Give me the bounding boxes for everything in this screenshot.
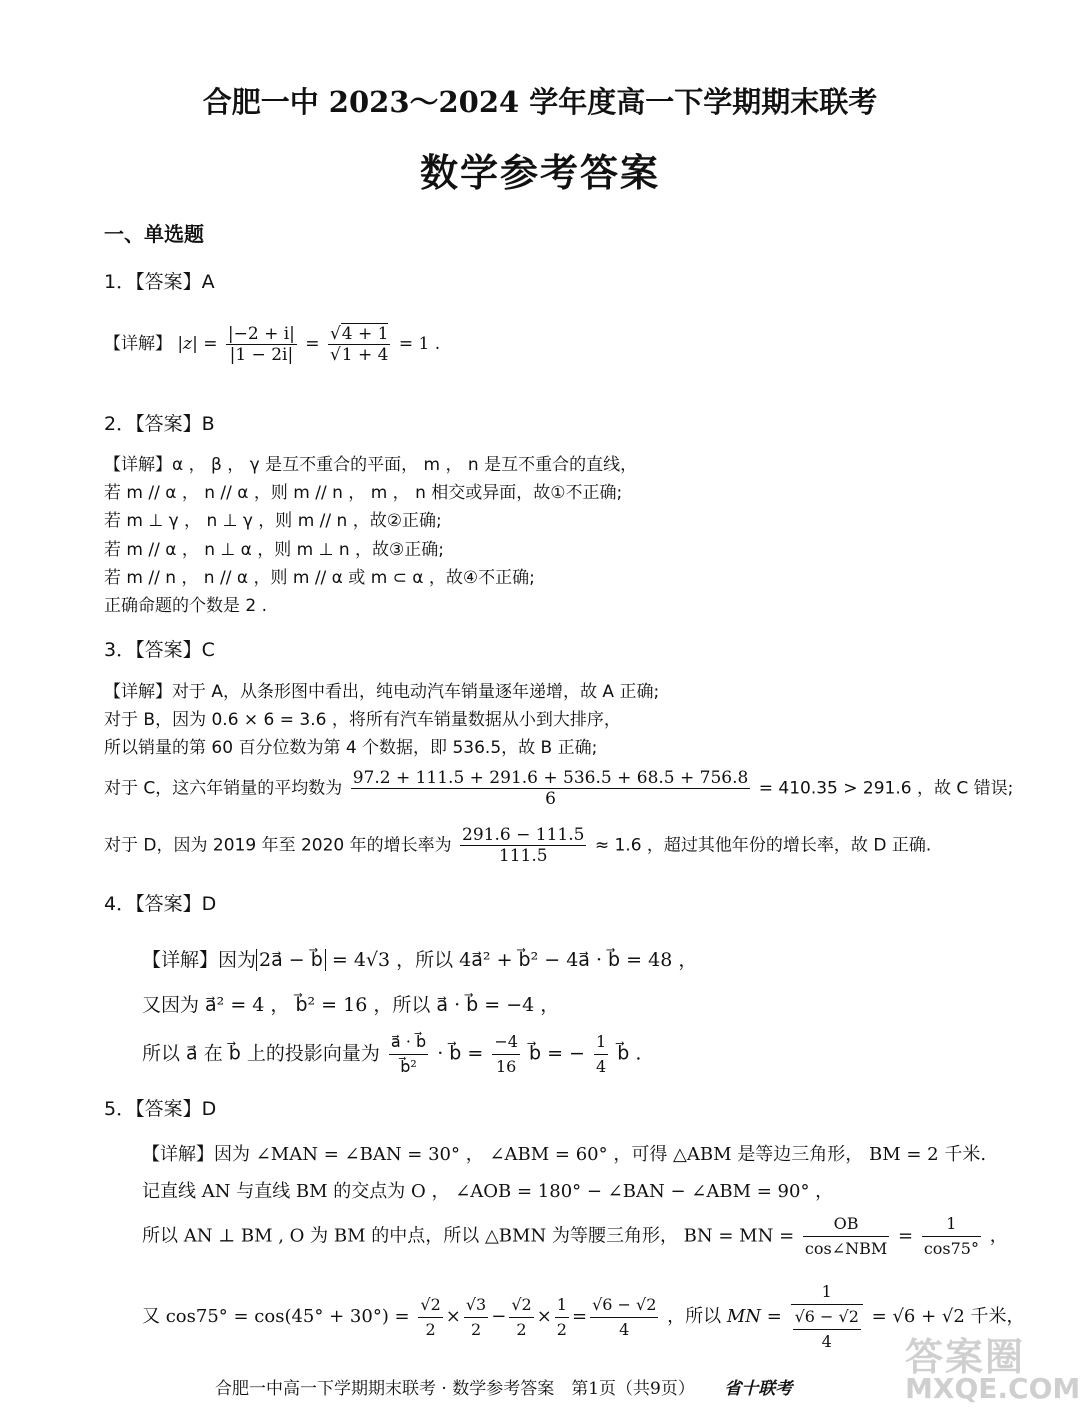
q3-c-den: 6 — [545, 789, 556, 809]
q5-t4n: 1 — [555, 1293, 569, 1318]
q1-num1: |−2 + i| — [227, 324, 295, 344]
q3-c-post: = 410.35 > 291.6 ，故 C 错误; — [758, 778, 1014, 799]
q1-result: = 1 . — [398, 334, 441, 354]
q4-l1-pre: 【详解】因为 — [142, 949, 257, 971]
q1-detail: 【详解】 |z| = $\frac{|-2 + i|}{|1 - 2i|}$ = $\frac{√4 + 1}{√1 + 4}$ = 1 . — [104, 324, 441, 365]
q5-term-3 — [509, 1293, 533, 1342]
q3-d-post: ≈ 1.6 ，超过其他年份的增长率，故 D 正确. — [594, 835, 932, 856]
q1-answer: 1．【答案】A — [104, 271, 215, 293]
q1-den1: |1 − 2i| — [229, 345, 294, 365]
q3-d-pre: 对于 D，因为 2019 年至 2020 年的增长率为 — [104, 835, 452, 856]
q3-answer: 3．【答案】C — [104, 639, 215, 661]
q5-t1d: 2 — [425, 1319, 436, 1339]
q5-t2d: 2 — [470, 1319, 482, 1339]
q4-fraction-2 — [492, 1030, 520, 1079]
q5-t3d: 2 — [516, 1319, 527, 1339]
q4-fraction-3 — [594, 1030, 608, 1079]
q2-line-1: 【详解】α ， β ， γ 是互不重合的平面， m ， n 是互不重合的直线， — [104, 455, 638, 475]
q5-t2n: √3 — [464, 1293, 488, 1318]
q3-line-c — [104, 768, 1013, 809]
q5-line-1: 【详解】因为 ∠MAN = ∠BAN = 30° ， ∠ABM = 60° ，可得 △ABM 是等边三角形， BM = 2 千米. — [142, 1144, 987, 1165]
q5-f1d: cos∠NBM — [804, 1239, 888, 1258]
q1-fraction-1 — [226, 324, 297, 365]
q2-line-2: 若 m // α ， n // α ，则 m // n ， m ， n 相交或异面，故①不正确; — [104, 483, 623, 503]
q2-line-3: 若 m ⊥ γ ， n ⊥ γ ，则 m // n ，故②正确; — [104, 511, 442, 531]
q5-term-4 — [555, 1293, 569, 1342]
q5-f2d: cos75° — [923, 1239, 979, 1258]
q4-line-3 — [142, 1030, 641, 1079]
q5-bign: 1 — [791, 1280, 863, 1305]
q3-c-pre: 对于 C，这六年销量的平均数为 — [104, 778, 343, 799]
footer-text: 合肥一中高一下学期期末联考 · 数学参考答案 第1页（共9页） — [215, 1379, 695, 1399]
q3-line-d — [104, 825, 931, 866]
q1-num2: √4 + 1 — [329, 324, 389, 344]
q5-l4-mid: ，所以 — [667, 1306, 722, 1327]
section-heading: 一、单选题 — [104, 222, 204, 246]
q5-term-1 — [418, 1293, 442, 1342]
q2-line-6: 正确命题的个数是 2 . — [104, 596, 268, 616]
q3-c-num: 97.2 + 111.5 + 291.6 + 536.5 + 68.5 + 756.8 — [352, 768, 749, 788]
q4-f1d: b⃗² — [400, 1057, 417, 1076]
watermark-logo: 答案圈 — [905, 1335, 1026, 1379]
q5-bigd-n: √6 − √2 — [793, 1305, 861, 1330]
q4-f1n: a⃗ · b⃗ — [389, 1030, 428, 1055]
q3-line-1: 【详解】对于 A，从条形图中看出，纯电动汽车销量逐年递增，故 A 正确; — [104, 682, 660, 702]
q2-answer: 2．【答案】B — [104, 413, 215, 435]
q4-f2d: 16 — [495, 1057, 517, 1076]
q5-inner-fraction — [793, 1305, 861, 1354]
q4-line-1 — [142, 948, 697, 972]
page-subtitle: 数学参考答案 — [419, 150, 660, 195]
q5-line-2: 记直线 AN 与直线 BM 的交点为 O ， ∠AOB = 180° − ∠BAN − ∠ABM = 90° ， — [142, 1181, 834, 1202]
q5-mn-fraction — [791, 1280, 863, 1354]
q5-line-4: 又 cos75° = cos(45° + 30°) = $\frac{√2}{2}$ × $\frac{√3}{2}$ − $\frac{√2}{2}$ × $\frac{1}{2}$ = $\frac{√6 - √2}{4}$ ，所以 MN = $\frac{1}{\frac{√6 - √2}{4}}$ = √6 + √2 千米， — [142, 1280, 1025, 1354]
q5-t1n: √2 — [418, 1293, 442, 1318]
q5-fraction-1 — [803, 1212, 889, 1261]
q4-f2n: −4 — [492, 1030, 520, 1055]
q5-answer: 5．【答案】D — [104, 1098, 217, 1120]
q4-l3-mid: · b⃗ = — [437, 1042, 484, 1065]
q3-line-2: 对于 B，因为 0.6 × 6 = 3.6 ，将所有汽车销量数据从小到大排序， — [104, 710, 621, 730]
q5-t4d: 2 — [556, 1319, 567, 1339]
q4-fraction-1 — [389, 1030, 428, 1079]
q5-l3-pre: 所以 AN ⊥ BM , O 为 BM 的中点，所以 △BMN 为等腰三角形， BN = MN = — [142, 1225, 795, 1247]
q5-fraction-2 — [922, 1212, 981, 1261]
q5-f1n: OB — [803, 1212, 889, 1237]
q5-bigd-d: 4 — [821, 1332, 832, 1351]
q1-detail-label: 【详解】 — [104, 334, 172, 354]
q2-line-5: 若 m // n ， n // α ，则 m // α 或 m ⊂ α ，故④不正确; — [104, 568, 535, 588]
q3-line-3: 所以销量的第 60 百分位数为第 4 个数据，即 536.5，故 B 正确; — [104, 738, 598, 758]
q5-line-3: 所以 AN ⊥ BM , O 为 BM 的中点，所以 △BMN 为等腰三角形， BN = MN = $\frac{OB}{\text{cos∠NBM}}$ = $\frac{1}{\cos 75^\circ}$ ， — [142, 1212, 1008, 1261]
q5-f2n: 1 — [922, 1212, 981, 1237]
q1-den2: √1 + 4 — [329, 345, 389, 365]
q4-f3d: 4 — [596, 1057, 607, 1076]
q5-l4-pre: 又 cos75° = cos(45° + 30°) = — [142, 1306, 410, 1327]
q3-d-num: 291.6 − 111.5 — [462, 825, 585, 845]
q4-l1-abs: 2a⃗ − b⃗ — [256, 949, 326, 971]
q5-l4-mn: MN = — [726, 1306, 782, 1327]
watermark-url: MXQE.COM — [905, 1372, 1080, 1405]
q4-l1-mid: = 4√3 ，所以 4a⃗² + b⃗² − 4a⃗ · b⃗ = 48 ， — [331, 949, 698, 971]
q5-t3n: √2 — [509, 1293, 533, 1318]
q5-result-fraction — [590, 1293, 658, 1342]
q3-c-fraction — [351, 768, 751, 809]
q5-bigd — [791, 1305, 863, 1354]
q5-rd: 4 — [619, 1319, 630, 1339]
q5-term-2 — [464, 1293, 488, 1342]
q4-answer: 4．【答案】D — [104, 893, 217, 915]
q4-f3n: 1 — [594, 1030, 608, 1055]
q1-fraction-2 — [328, 324, 391, 365]
q1-num2-radicand: 4 + 1 — [341, 324, 389, 344]
q1-lhs: |z| = — [177, 334, 218, 354]
q4-line-2: 又因为 a⃗² = 4 ， b⃗² = 16 ，所以 a⃗ · b⃗ = −4 ， — [142, 994, 560, 1016]
q3-d-fraction — [460, 825, 586, 866]
footer-brand: 省十联考 — [724, 1379, 793, 1399]
q5-rn: √6 − √2 — [590, 1293, 658, 1318]
page-title: 合肥一中 2023～2024 学年度高一下学期期末联考 — [202, 85, 878, 119]
q4-l3-end: b⃗ . — [617, 1042, 642, 1065]
q3-d-den: 111.5 — [498, 846, 548, 866]
q4-l3-pre: 所以 a⃗ 在 b⃗ 上的投影向量为 — [142, 1042, 380, 1065]
q2-line-4: 若 m // α ， n ⊥ α ，则 m ⊥ n ，故③正确; — [104, 540, 444, 560]
q5-l4-end: = √6 + √2 千米， — [871, 1306, 1025, 1327]
page-footer — [215, 1374, 792, 1399]
q4-l3-mid2: b⃗ = − — [528, 1042, 585, 1065]
q1-den2-radicand: 1 + 4 — [341, 345, 389, 365]
